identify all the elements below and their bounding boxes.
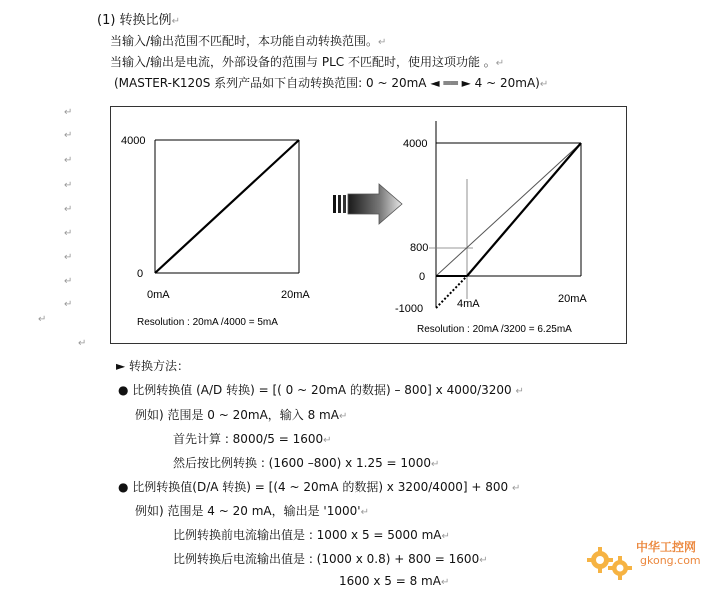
right-chart bbox=[395, 121, 587, 335]
intro-line-2: 当输入/输出是电流，外部设备的范围与 PLC 不匹配时，使用这项功能 。↵ bbox=[110, 55, 505, 69]
right-x-tick-20mA: 20mA bbox=[558, 293, 587, 305]
paragraph-mark: ↵ bbox=[38, 314, 47, 325]
paragraph-mark: ↵ bbox=[64, 252, 73, 263]
left-x-tick-0mA: 0mA bbox=[147, 289, 170, 301]
paragraph-mark: ↵ bbox=[64, 107, 73, 118]
right-resolution: Resolution : 20mA /3200 = 6.25mA bbox=[417, 324, 572, 335]
intro-line-3: (MASTER-K120S 系列产品如下自动转换范围: 0 ~ 20mA ◄ ══ ► 4 ~ 20mA)↵ bbox=[114, 76, 549, 90]
section-heading: (1) 转换比例↵ bbox=[97, 13, 180, 28]
watermark-domain: gkong.com bbox=[640, 554, 701, 567]
ad-step-1: 首先计算 : 8000/5 = 1600↵ bbox=[173, 432, 332, 446]
right-y-tick-neg1000: -1000 bbox=[395, 303, 424, 315]
da-formula: ● 比例转换值(D/A 转换) = [(4 ~ 20mA 的数据) x 3200/4000] + 800 ↵ bbox=[118, 480, 521, 494]
paragraph-mark: ↵ bbox=[64, 299, 73, 310]
paragraph-mark: ↵ bbox=[64, 130, 73, 141]
paragraph-mark: ↵ bbox=[64, 155, 73, 166]
da-example: 例如) 范围是 4 ~ 20 mA，输出是 '1000'↵ bbox=[135, 504, 369, 518]
method-title: ► 转换方法： bbox=[116, 359, 190, 373]
watermark-name: 中华工控网 bbox=[636, 540, 697, 554]
da-step-3: 1600 x 5 = 8 mA↵ bbox=[339, 574, 450, 588]
da-step-2: 比例转换后电流输出值是 : (1000 x 0.8) + 800 = 1600↵ bbox=[173, 552, 488, 566]
paragraph-mark: ↵ bbox=[64, 180, 73, 191]
gkong-watermark-logo bbox=[586, 532, 714, 588]
left-x-tick-20mA: 20mA bbox=[281, 289, 310, 301]
right-y-tick-4000: 4000 bbox=[403, 138, 428, 150]
ad-example: 例如) 范围是 0 ~ 20mA，输入 8 mA↵ bbox=[135, 408, 348, 422]
paragraph-mark: ↵ bbox=[64, 228, 73, 239]
paragraph-mark: ↵ bbox=[64, 276, 73, 287]
right-conversion-line bbox=[467, 143, 581, 276]
right-y-tick-0: 0 bbox=[419, 271, 426, 283]
da-step-1: 比例转换前电流输出值是 : 1000 x 5 = 5000 mA↵ bbox=[173, 528, 450, 542]
left-chart bbox=[121, 135, 310, 328]
conversion-figure bbox=[110, 106, 627, 344]
intro-line-1: 当输入/输出范围不匹配时，本功能自动转换范围。↵ bbox=[110, 34, 387, 48]
right-x-tick-4mA: 4mA bbox=[457, 298, 480, 310]
left-conversion-line bbox=[155, 140, 299, 273]
right-y-tick-800: 800 bbox=[410, 242, 429, 254]
ad-step-2: 然后按比例转换 : (1600 –800) x 1.25 = 1000↵ bbox=[173, 456, 440, 470]
conversion-diagram bbox=[111, 107, 626, 343]
paragraph-mark: ↵ bbox=[64, 204, 73, 215]
ad-formula: ● 比例转换值 (A/D 转换) = [( 0 ~ 20mA 的数据) – 800] x 4000/3200 ↵ bbox=[118, 383, 524, 397]
left-y-tick-4000: 4000 bbox=[121, 135, 146, 147]
transform-arrow-icon bbox=[333, 184, 402, 224]
paragraph-mark: ↵ bbox=[78, 338, 87, 349]
right-original-line bbox=[436, 143, 581, 276]
left-resolution: Resolution : 20mA /4000 = 5mA bbox=[137, 317, 278, 328]
left-y-tick-0: 0 bbox=[137, 268, 144, 280]
